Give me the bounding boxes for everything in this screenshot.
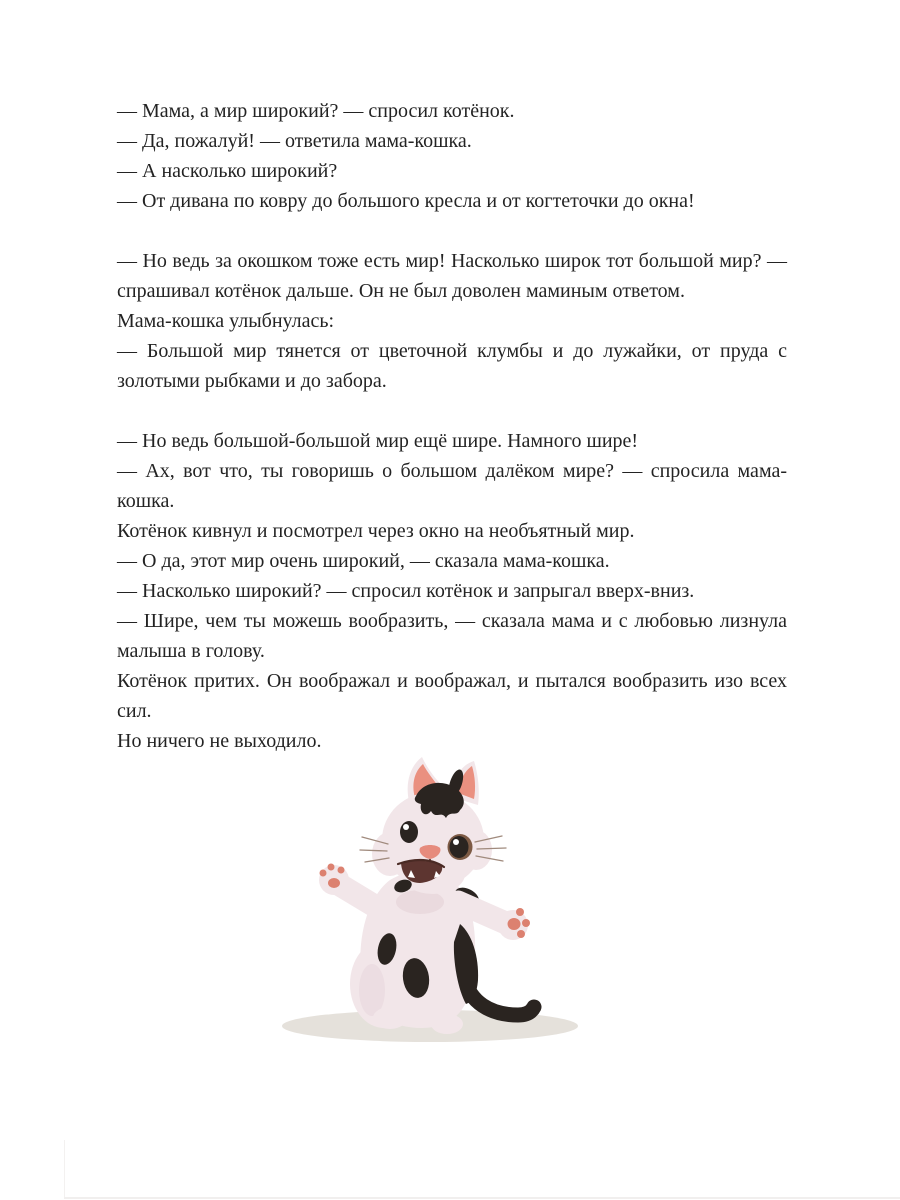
kitten-front-foot [431,1014,463,1034]
kitten-left-foot [373,1007,407,1029]
story-paragraph: — Насколько широкий? — спросил котёнок и запрыгал вверх-вниз. [117,580,695,602]
story-paragraph: — Мама, а мир широкий? — спросил котёнок. [117,100,515,122]
story-paragraph: — Но ведь за окошком тоже есть мир! Насколько широк тот большой мир? — спрашивал котёнок дальше. Он не был доволен маминым ответом. [117,250,787,302]
paragraph-group [117,426,787,756]
story-paragraph: — Большой мир тянется от цветочной клумбы и до лужайки, от пруда с золотыми рыбками и до забора. [117,340,787,392]
kitten-left-arm [319,864,388,915]
story-paragraph: — А насколько широкий? [117,160,338,182]
story-paragraph: Мама-кошка улыбнулась: [117,310,335,332]
story-paragraph: — Шире, чем ты можешь вообразить, — сказала мама и с любовью лизнула малыша в голову. [117,610,787,662]
kitten-left-eye [400,821,418,843]
kitten-head [360,757,506,894]
kitten-illustration [270,752,580,1052]
page-photo-edge-left [64,1140,65,1198]
paragraph-group [117,246,787,396]
paragraph-group [117,96,787,216]
story-paragraph: Котёнок кивнул и посмотрел через окно на необъятный мир. [117,520,635,542]
page-photo-edge-bottom [64,1197,900,1199]
story-paragraph: Но ничего не выходило. [117,730,322,752]
story-paragraph: Котёнок притих. Он воображал и воображал, и пытался вообразить изо всех сил. [117,670,787,722]
story-paragraph: — Ах, вот что, ты говоришь о большом далёком мире? — спросила мама-кошка. [117,460,787,512]
kitten-right-eye [448,834,473,860]
story-paragraph: — Но ведь большой-большой мир ещё шире. Намного шире! [117,430,639,452]
story-paragraph: — Да, пожалуй! — ответила мама-кошка. [117,130,472,152]
story-paragraph: — О да, этот мир очень широкий, — сказала мама-кошка. [117,550,610,572]
story-text [117,96,787,756]
story-paragraph: — От дивана по ковру до большого кресла и от когтеточки до окна! [117,190,695,212]
kitten-leg-shading [359,964,385,1016]
